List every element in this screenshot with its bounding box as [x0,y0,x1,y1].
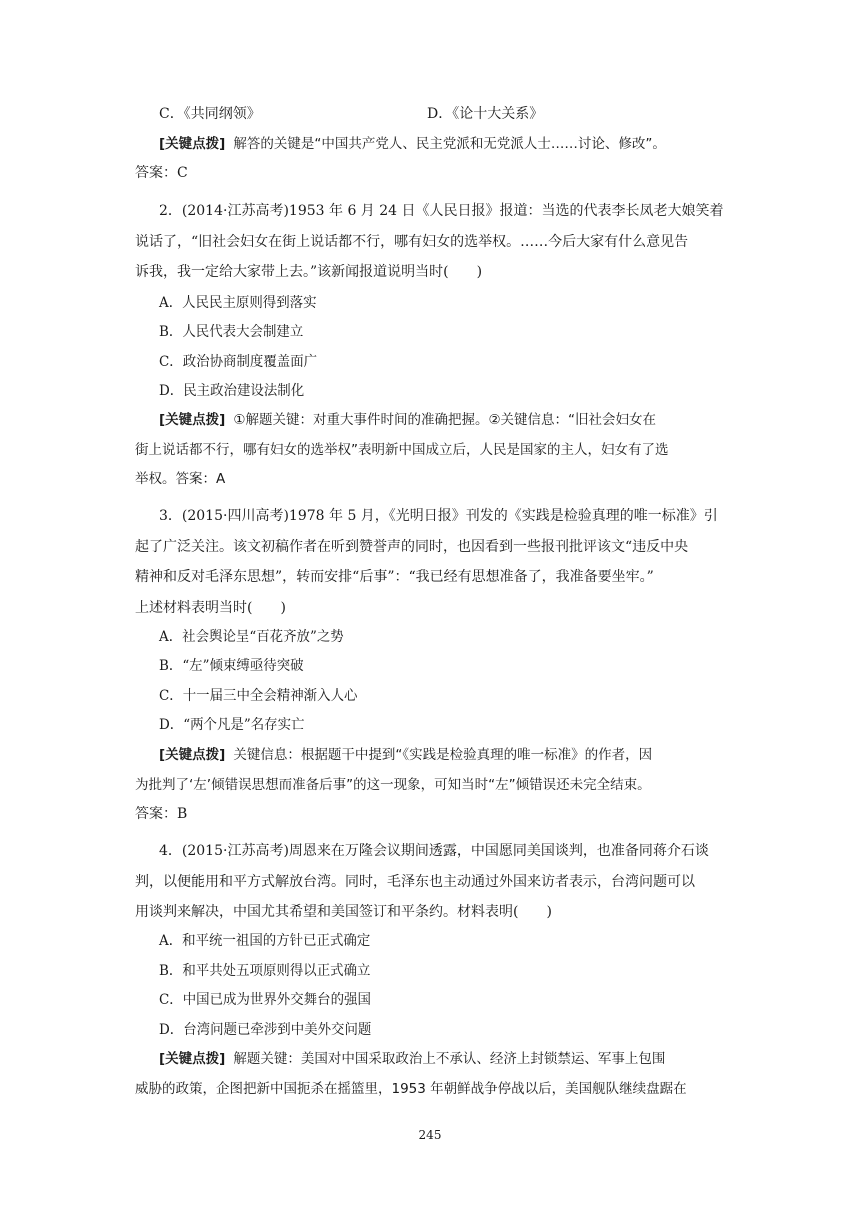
key-point [159,134,735,154]
option-c: C．中国已成为世界外交舞台的强国 [159,992,371,1008]
answer-line: 答案：B [135,806,188,822]
key-point-text: 解题关键：美国对中国采取政治上不承认、经济上封锁禁运、军事上包围 [233,1051,666,1067]
option-d: D．《论十大关系》 [427,106,544,122]
option-d: D．民主政治建设法制化 [159,383,305,399]
key-point-text: ①解题关键：对重大事件时间的准确把握。②关键信息：“旧社会妇女在 [233,412,657,428]
option-c: C．十一届三中全会精神渐入人心 [159,688,358,704]
question-stem: 用谈判来解决，中国尤其希望和美国签订和平条约。材料表明( ) [135,904,552,920]
option-d: D．台湾问题已牵涉到中美外交问题 [159,1022,372,1038]
question-stem: 2．(2014·江苏高考)1953 年 6 月 24 日《人民日报》报道：当选的代表李长凤老大娘笑着 [159,203,724,219]
question-stem: 上述材料表明当时( ) [135,600,286,616]
option-b: B．人民代表大会制建立 [159,324,304,340]
question-stem: 说话了，“旧社会妇女在街上说话都不行，哪有妇女的选举权。……今后大家有什么意见告 [135,234,689,250]
option-a: A．和平统一祖国的方针已正式确定 [159,933,371,949]
page-number: 245 [418,1128,442,1142]
key-point-label: [关键点拨] [159,412,226,428]
question-stem: 精神和反对毛泽东思想”，转而安排“后事”：“我已经有思想准备了，我准备要坐牢。” [135,569,654,585]
question-stem: 诉我，我一定给大家带上去。”该新闻报道说明当时( ) [135,264,483,280]
option-c: C．《共同纲领》 [159,106,261,122]
question-stem: 判，以便能用和平方式解放台湾。同时，毛泽东也主动通过外国来访者表示，台湾问题可以 [135,874,695,890]
question-stem: 起了广泛关注。该文初稿作者在听到赞誉声的同时，也因看到一些报刊批评该文“违反中央 [135,539,689,555]
option-a: A．人民民主原则得到落实 [159,295,317,311]
question-stem: 4．(2015·江苏高考)周恩来在万隆会议期间透露，中国愿同美国谈判，也准备同蒋介石谈 [159,843,709,859]
question-stem: 3．(2015·四川高考)1978 年 5 月，《光明日报》刊发的《实践是检验真理的唯一标准》引 [159,508,718,524]
key-point-text: 为批判了‘左’倾错误思想而准备后事”的这一现象，可知当时“左”倾错误还未完全结束。 [135,777,651,793]
key-point-text: 关键信息：根据题干中提到“《实践是检验真理的唯一标准》的作者，因 [233,747,653,763]
key-point-label: [关键点拨] [159,747,226,763]
key-point-text: 威胁的政策，企图把新中国扼杀在摇篮里，1953 年朝鲜战争停战以后，美国舰队继续盘踞在 [135,1081,687,1097]
option-b: B．和平共处五项原则得以正式确立 [159,963,371,979]
key-point [159,1049,735,1069]
key-point [159,410,735,430]
option-d: D．“两个凡是”名存实亡 [159,717,305,733]
key-point-text: 解答的关键是“中国共产党人、民主党派和无党派人士……讨论、修改”。 [233,136,666,152]
answer-line: 举权。答案：A [135,471,226,487]
option-b: B．“左”倾束缚亟待突破 [159,658,304,674]
key-point [159,745,735,765]
option-a: A．社会舆论呈“百花齐放”之势 [159,629,344,645]
key-point-text: 街上说话都不行，哪有妇女的选举权”表明新中国成立后，人民是国家的主人，妇女有了选 [135,442,669,458]
option-c: C．政治协商制度覆盖面广 [159,354,318,370]
key-point-label: [关键点拨] [159,136,226,152]
key-point-label: [关键点拨] [159,1051,226,1067]
answer-line: 答案：C [135,165,188,181]
